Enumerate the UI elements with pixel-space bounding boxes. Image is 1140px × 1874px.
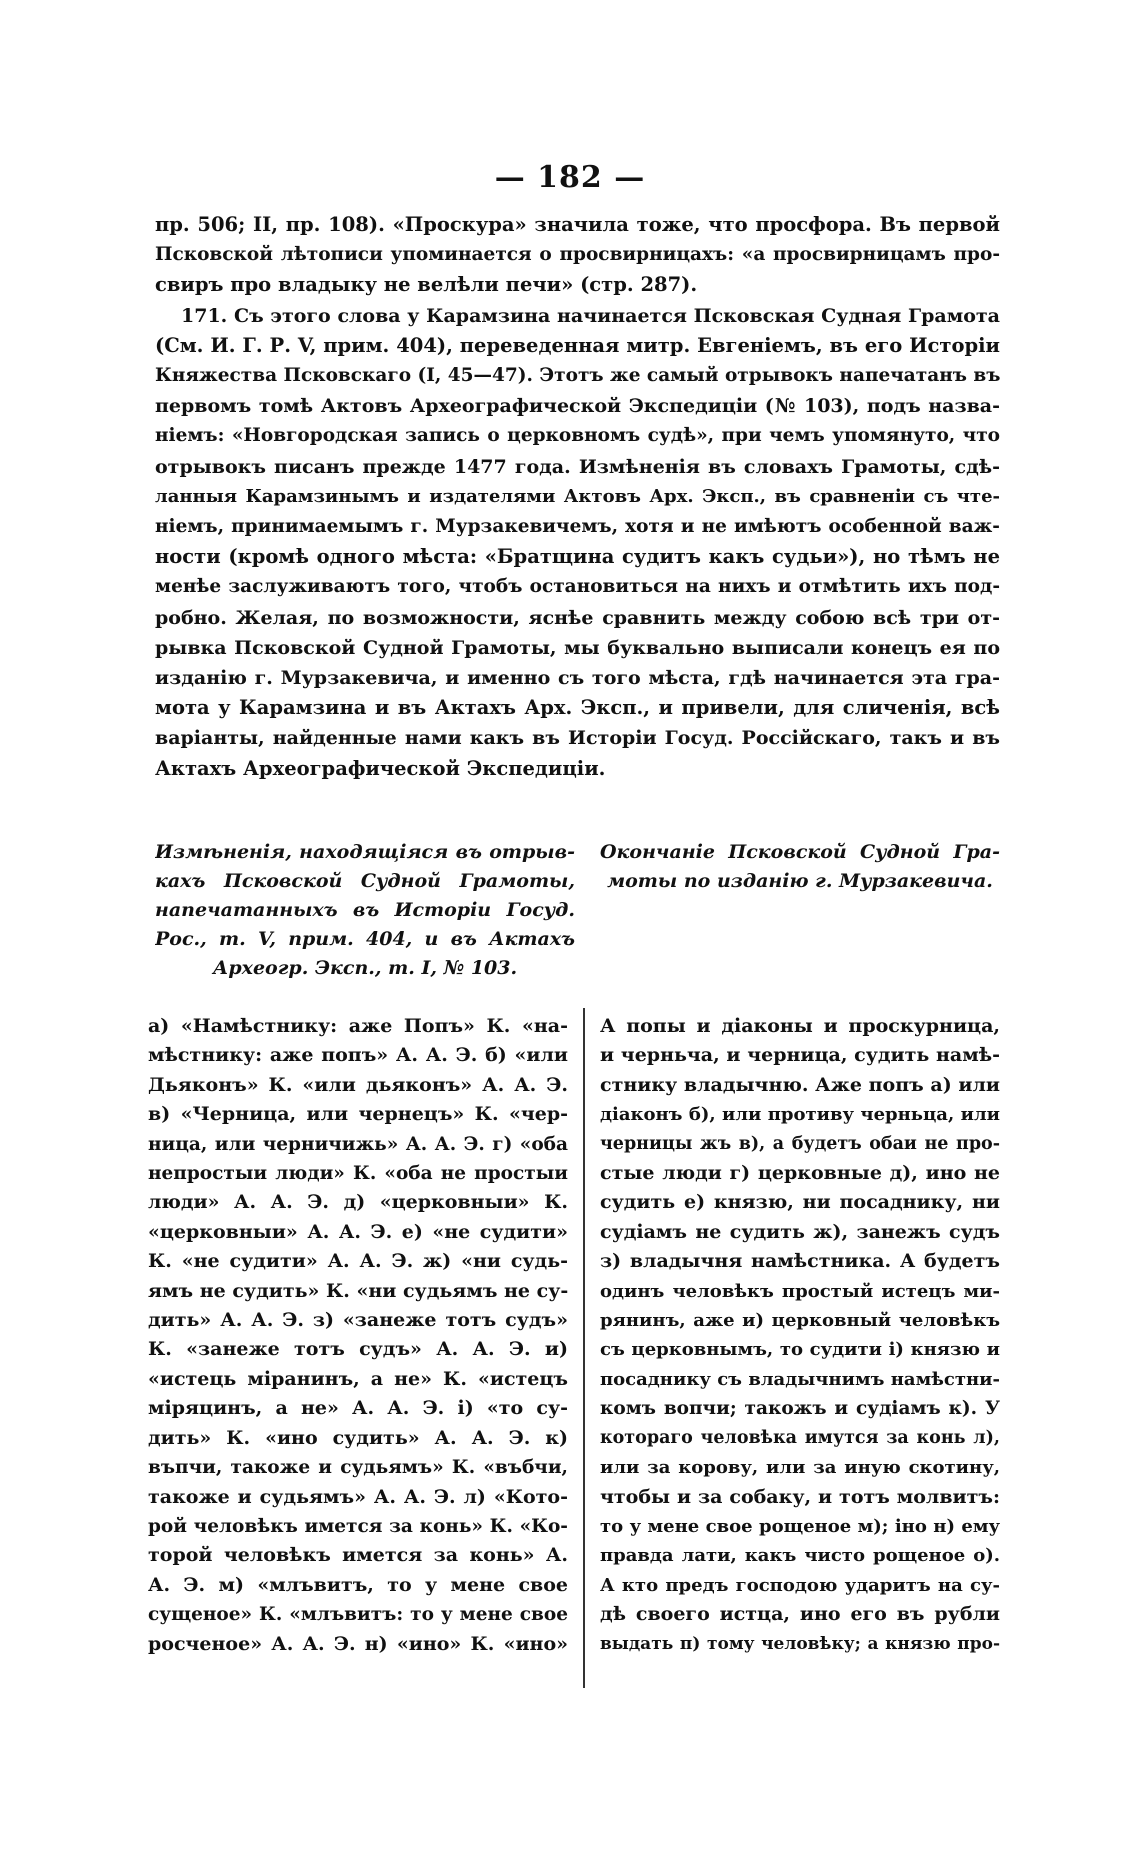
page-number: — 182 — xyxy=(494,160,646,195)
charter-line: А кто предъ господою ударитъ на су- xyxy=(600,1574,1000,1596)
charter-line: или за корову, или за иную скотину, xyxy=(600,1457,1000,1479)
heading-line: Окончаніе Псковской Судной Гра- xyxy=(600,841,1000,863)
variant-line: въпчи, такоже и судьямъ» К. «въбчи, xyxy=(148,1457,568,1479)
heading-line: Археогр. Эксп., т. I, № 103. xyxy=(212,957,518,979)
charter-line: съ церковнымъ, то судити і) князю и xyxy=(600,1339,1000,1361)
text-line: ніемъ: «Новгородская запись о церковномъ судѣ», при чемъ упомянуто, что xyxy=(155,425,1000,447)
charter-line: то у мене свое рощеное м); іно н) ему xyxy=(600,1515,1000,1537)
text-line: Псковской лѣтописи упоминается о просвирницахъ: «а просвирницамъ про- xyxy=(155,244,1000,266)
main-paragraph xyxy=(155,210,1000,784)
heading-line: Рос., т. V, прим. 404, и въ Актахъ xyxy=(155,928,575,950)
text-line: менѣе заслуживаютъ того, чтобъ остановиться на нихъ и отмѣтить ихъ под- xyxy=(155,576,1000,598)
heading-line: кахъ Псковской Судной Грамоты, xyxy=(155,870,575,892)
charter-line: одинъ человѣкъ простый истецъ ми- xyxy=(600,1280,1000,1302)
text-line: рывка Псковской Судной Грамоты, мы буквально выписали конецъ ея по xyxy=(155,636,1000,659)
charter-line: чтобы и за собаку, и тотъ молвитъ: xyxy=(600,1485,1000,1508)
variant-line: торой человѣкъ имется за конь» А. xyxy=(148,1544,568,1567)
charter-line: котораго человѣка имутся за конь л), xyxy=(600,1427,1000,1448)
variant-line: росченое» А. А. Э. н) «ино» К. «ино» xyxy=(148,1632,568,1655)
left-column-heading xyxy=(155,838,575,983)
text-line: робно. Желая, по возможности, яснѣе сравнить между собою всѣ три от- xyxy=(155,606,1000,629)
variant-line: в) «Черница, или чернецъ» К. «чер- xyxy=(148,1103,568,1126)
text-line: ности (кромѣ одного мѣста: «Братщина судитъ какъ судьи»), но тѣмъ не xyxy=(155,545,1000,569)
variant-line: К. «занеже тотъ судъ» А. А. Э. и) xyxy=(148,1338,568,1361)
text-line: отрывокъ писанъ прежде 1477 года. Измѣненія въ словахъ Грамоты, сдѣ- xyxy=(155,455,1000,478)
variant-line: рой человѣкъ имется за конь» К. «Ко- xyxy=(148,1515,568,1537)
text-line: первомъ томѣ Актовъ Археографической Экспедиціи (№ 103), подъ назва- xyxy=(155,395,1000,418)
variant-line: Дьяконъ» К. «или дьяконъ» А. А. Э. xyxy=(148,1073,568,1096)
variant-line: міряцинъ, а не» А. А. Э. і) «то су- xyxy=(148,1397,568,1420)
variant-line: дить» А. А. Э. з) «занеже тотъ судъ» xyxy=(148,1309,568,1332)
text-line: ланныя Карамзинымъ и издателями Актовъ Арх. Эксп., въ сравненіи съ чте- xyxy=(155,485,1000,507)
heading-line: Измѣненія, находящіяся въ отрыв- xyxy=(155,841,575,863)
charter-line: правда лати, какъ чисто рощеное о). xyxy=(600,1545,1000,1567)
charter-line: выдать п) тому человѣку; а князю про- xyxy=(600,1633,1000,1654)
variant-line: ница, или черничижь» А. А. Э. г) «оба xyxy=(148,1133,568,1155)
charter-line: дѣ своего истца, ино его въ рубли xyxy=(600,1603,1000,1626)
charter-line: судить е) князю, ни посаднику, ни xyxy=(600,1191,1000,1214)
text-line: ніемъ, принимаемымъ г. Мурзакевичемъ, хотя и не имѣютъ особенной важ- xyxy=(155,516,1000,538)
charter-text-column xyxy=(600,1012,1000,1659)
charter-line: рянинъ, аже и) церковный человѣкъ xyxy=(600,1310,1000,1332)
text-line: Актахъ Археографической Экспедиціи. xyxy=(155,756,606,780)
variants-column xyxy=(148,1012,568,1659)
charter-line: черницы жъ в), а будетъ обаи не про- xyxy=(600,1133,1000,1154)
variant-line: дить» К. «ино судить» А. А. Э. к) xyxy=(148,1426,568,1449)
heading-line: напечатанныхъ въ Исторіи Госуд. xyxy=(155,899,575,921)
charter-line: комъ вопчи; такожъ и судіамъ к). У xyxy=(600,1398,1000,1420)
text-line: свиръ про владыку не велѣли печи» (стр. 287). xyxy=(155,273,698,297)
text-line: (См. И. Г. Р. V, прим. 404), переведенная митр. Евгеніемъ, въ его Исторіи xyxy=(155,333,1000,357)
charter-line: діаконъ б), или противу черньца, или xyxy=(600,1104,1000,1126)
variant-line: непростыи люди» К. «оба не простыи xyxy=(148,1163,568,1185)
text-line: изданію г. Мурзакевича, и именно съ того мѣста, гдѣ начинается эта гра- xyxy=(155,667,1000,690)
charter-line: з) владычня намѣстника. А будетъ xyxy=(600,1250,1000,1273)
charter-line: судіамъ не судить ж), занежъ судъ xyxy=(600,1220,1000,1243)
variant-line: мѣстнику: аже попъ» А. А. Э. б) «или xyxy=(148,1044,568,1067)
variant-line: А. Э. м) «млъвитъ, то у мене свое xyxy=(148,1573,568,1596)
variant-line: К. «не судити» А. А. Э. ж) «ни судь- xyxy=(148,1250,568,1273)
variant-line: такоже и судьямъ» А. А. Э. л) «Кото- xyxy=(148,1485,568,1508)
text-line: мота у Карамзина и въ Актахъ Арх. Эксп., и привели, для сличенія, всѣ xyxy=(155,696,1000,720)
column-divider xyxy=(583,1008,585,1688)
variant-line: сущеное» К. «млъвитъ: то у мене свое xyxy=(148,1604,568,1626)
variant-line: ямъ не судить» К. «ни судьямъ не су- xyxy=(148,1279,568,1302)
charter-line: и черньча, и черница, судить намѣ- xyxy=(600,1044,1000,1067)
charter-line: стнику владычню. Аже попъ а) или xyxy=(600,1073,1000,1096)
charter-line: посаднику съ владычнимъ намѣстни- xyxy=(600,1368,1000,1390)
right-column-heading xyxy=(600,838,1000,896)
text-line: пр. 506; II, пр. 108). «Проскура» значила тоже, что просфора. Въ первой xyxy=(155,213,1000,236)
variant-line: люди» А. А. Э. д) «церковныи» К. xyxy=(148,1191,568,1214)
charter-line: стые люди г) церковные д), ино не xyxy=(600,1162,1000,1185)
heading-line: моты по изданію г. Мурзакевича. xyxy=(607,870,993,892)
variant-line: «истець міранинъ, а не» К. «истецъ xyxy=(148,1367,568,1390)
text-line: варіанты, найденные нами какъ въ Исторіи Госуд. Россійскаго, такъ и въ xyxy=(155,727,1000,750)
variant-line: а) «Намѣстнику: аже Попъ» К. «на- xyxy=(148,1015,568,1037)
variant-line: «церковныи» А. А. Э. е) «не судити» xyxy=(148,1220,568,1243)
text-line: 171. Съ этого слова у Карамзина начинается Псковская Судная Грамота xyxy=(181,304,1000,327)
text-line: Княжества Псковскаго (I, 45—47). Этотъ же самый отрывокъ напечатанъ въ xyxy=(155,365,1000,387)
charter-line: А попы и діаконы и проскурница, xyxy=(600,1015,1000,1037)
